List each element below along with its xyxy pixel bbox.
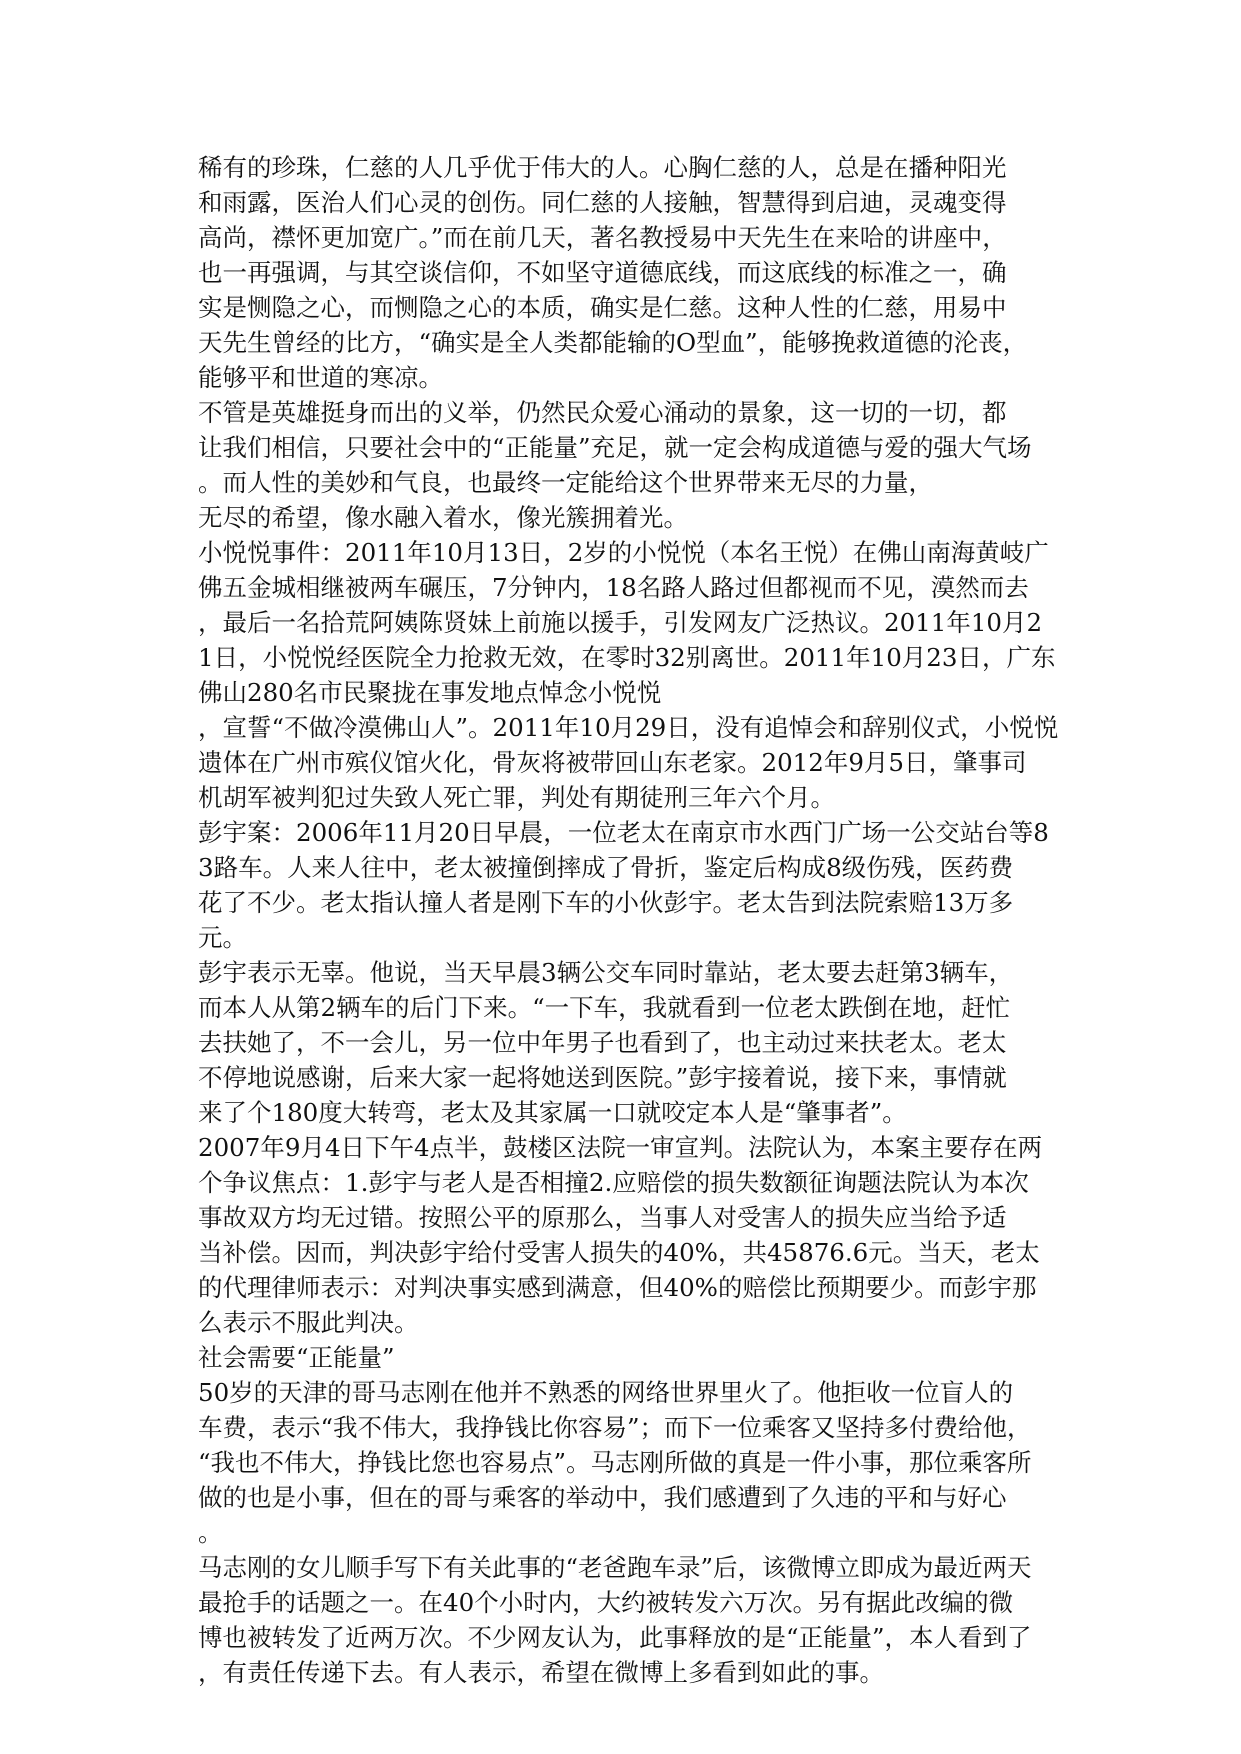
text-line: 而本人从第2辆车的后门下来。“一下车，我就看到一位老太跌倒在地，赶忙: [198, 993, 1011, 1022]
text-line: 的代理律师表示：对判决事实感到满意，但40%的赔偿比预期要少。而彭宇那: [198, 1273, 1037, 1302]
text-line: 50岁的天津的哥马志刚在他并不熟悉的网络世界里火了。他拒收一位盲人的: [198, 1378, 1014, 1407]
text-line: “我也不伟大，挣钱比您也容易点”。马志刚所做的真是一件小事，那位乘客所: [198, 1448, 1032, 1477]
section-heading: 社会需要“正能量”: [198, 1343, 395, 1372]
text-line: 不停地说感谢，后来大家一起将她送到医院。”彭宇接着说，接下来，事情就: [198, 1063, 1007, 1092]
text-line: 事故双方均无过错。按照公平的原那么，当事人对受害人的损失应当给予适: [198, 1203, 1007, 1232]
text-line: 当补偿。因而，判决彭宇给付受害人损失的40%，共45876.6元。当天，老太: [198, 1238, 1040, 1267]
text-line: 车费，表示“我不伟大，我挣钱比你容易”；而下一位乘客又坚持多付费给他，: [198, 1413, 1032, 1442]
text-line: 彭宇表示无辜。他说，当天早晨3辆公交车同时靠站，老太要去赶第3辆车，: [198, 958, 1014, 987]
text-line: 天先生曾经的比方，“确实是全人类都能输的O型血”，能够挽救道德的沦丧，: [198, 328, 1028, 357]
text-line: 佛五金城相继被两车碾压，7分钟内，18名路人路过但都视而不见，漠然而去: [198, 573, 1029, 602]
text-line: 马志刚的女儿顺手写下有关此事的“老爸跑车录”后，该微博立即成为最近两天: [198, 1553, 1032, 1582]
text-line: 元。: [198, 923, 247, 952]
text-line: 让我们相信，只要社会中的“正能量”充足，就一定会构成道德与爱的强大气场: [198, 433, 1032, 462]
text-line: 来了个180度大转弯，老太及其家属一口就咬定本人是“肇事者”。: [198, 1098, 907, 1127]
text-line: 佛山280名市民聚拢在事发地点悼念小悦悦: [198, 678, 662, 707]
body-text: [198, 150, 1058, 1690]
text-line: 。而人性的美妙和气良，也最终一定能给这个世界带来无尽的力量，: [198, 468, 933, 497]
text-line: 3路车。人来人往中，老太被撞倒摔成了骨折，鉴定后构成8级伤残，医药费: [198, 853, 1014, 882]
text-line: 无尽的希望，像水融入着水，像光簇拥着光。: [198, 503, 688, 532]
text-line: 花了不少。老太指认撞人者是刚下车的小伙彭宇。老太告到法院索赔13万多: [198, 888, 1014, 917]
text-line: 能够平和世道的寒凉。: [198, 363, 443, 392]
text-line: 。: [198, 1518, 223, 1547]
text-line: 博也被转发了近两万次。不少网友认为，此事释放的是“正能量”，本人看到了: [198, 1623, 1032, 1652]
text-line: 实是恻隐之心，而恻隐之心的本质，确实是仁慈。这种人性的仁慈，用易中: [198, 293, 1007, 322]
text-line: 稀有的珍珠，仁慈的人几乎优于伟大的人。心胸仁慈的人，总是在播种阳光: [198, 153, 1007, 182]
text-line: 去扶她了，不一会儿，另一位中年男子也看到了，也主动过来扶老太。老太: [198, 1028, 1007, 1057]
text-line: 做的也是小事，但在的哥与乘客的举动中，我们感遭到了久违的平和与好心: [198, 1483, 1007, 1512]
text-line: 也一再强调，与其空谈信仰，不如坚守道德底线，而这底线的标准之一，确: [198, 258, 1007, 287]
text-line: 小悦悦事件：2011年10月13日，2岁的小悦悦（本名王悦）在佛山南海黄岐广: [198, 538, 1049, 567]
text-line: 和雨露，医治人们心灵的创伤。同仁慈的人接触，智慧得到启迪，灵魂变得: [198, 188, 1007, 217]
text-line: 彭宇案：2006年11月20日早晨，一位老太在南京市水西门广场一公交站台等8: [198, 818, 1049, 847]
text-line: 遗体在广州市殡仪馆火化，骨灰将被带回山东老家。2012年9月5日，肇事司: [198, 748, 1027, 777]
text-line: 最抢手的话题之一。在40个小时内，大约被转发六万次。另有据此改编的微: [198, 1588, 1014, 1617]
text-line: 高尚，襟怀更加宽广。”而在前几天，著名教授易中天先生在来哈的讲座中，: [198, 223, 1007, 252]
text-line: ，有责任传递下去。有人表示，希望在微博上多看到如此的事。: [198, 1658, 884, 1687]
text-line: 不管是英雄挺身而出的义举，仍然民众爱心涌动的景象，这一切的一切，都: [198, 398, 1007, 427]
text-line: 2007年9月4日下午4点半，鼓楼区法院一审宣判。法院认为，本案主要存在两: [198, 1133, 1043, 1162]
text-line: 1日，小悦悦经医院全力抢救无效，在零时32别离世。2011年10月23日，广东: [198, 643, 1056, 672]
text-line: ，宣誓“不做冷漠佛山人”。2011年10月29日，没有追悼会和辞别仪式，小悦悦: [198, 713, 1058, 742]
text-line: 么表示不服此判决。: [198, 1308, 419, 1337]
text-line: 个争议焦点：1.彭宇与老人是否相撞2.应赔偿的损失数额征询题法院认为本次: [198, 1168, 1029, 1197]
text-line: ，最后一名拾荒阿姨陈贤妹上前施以援手，引发网友广泛热议。2011年10月2: [198, 608, 1043, 637]
text-line: 机胡军被判犯过失致人死亡罪，判处有期徒刑三年六个月。: [198, 783, 835, 812]
